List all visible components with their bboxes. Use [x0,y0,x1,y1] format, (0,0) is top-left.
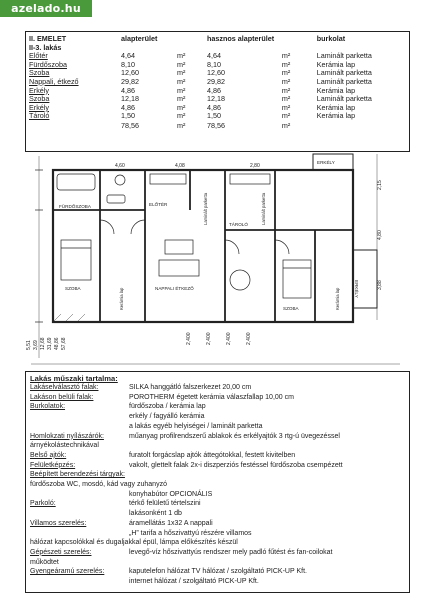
plan-dim-top-2: 2,80 [250,163,260,169]
spec-label: működtet [30,558,59,566]
plan-dim-left-2: 12,68 [40,337,46,350]
header-area: alapterület [121,34,158,43]
room-usable-unit: m² [281,111,291,121]
plan-dim-left-5: 57,68 [61,337,67,350]
room-area: 12,18 [121,94,139,104]
room-usable-area: 8,10 [207,59,221,69]
plan-dim-left-3: 31,69 [47,337,53,350]
spec-value: kaputelefon hálózat TV hálózat / szolgáltató PICK-UP Kft. [129,568,307,576]
table-header-row [29,35,407,44]
spec-label: Belső ajtók: [30,451,67,459]
spec-value: műanyag profilrendszerű ablakok és erkélyajtók 3 rtg-ú üvegezéssel [129,432,340,440]
spec-label: Homlokzati nyílászárók: [30,432,104,440]
header-usable: hasznos alapterület [207,34,275,43]
spec-value: levegő-víz hőszivattyús rendszer mely padló fűtést és fan-coilokat [129,548,333,556]
room-usable-area: 29,82 [207,76,225,86]
room-area-unit: m² [177,111,186,121]
plan-room-bedroom1: SZOBA [65,286,81,291]
plan-room-living: NAPPALI ÉTKEZŐ [155,286,194,291]
plan-dim-bottom-0: 2,400 [186,332,192,345]
room-name: Szoba [29,68,50,78]
room-usable-area: 4,64 [207,51,221,61]
specs-box [25,371,410,593]
spec-value: furatolt forgácslap ajtók áttegótokkal, festett kivitelben [129,451,296,459]
spec-value: térkő felületű tértelszini [129,500,201,508]
room-usable-unit: m² [281,76,291,86]
room-usable-unit: m² [281,59,291,69]
plan-dim-left-0: 5,51 [26,340,32,350]
area-table-box [25,31,410,152]
room-area-unit: m² [177,59,186,69]
spec-label: fürdőszoba WC, mosdó, kád vagy zuhanyzó [30,481,167,488]
room-floor-cover: Kerámia lap [316,102,356,112]
plan-floor-code-0: Kerámia lap [119,287,124,310]
spec-value: konyhabútor OPCIONÁLIS [129,490,213,498]
room-name: Fürdőszoba [29,59,67,69]
room-area: 4,86 [121,85,135,95]
spec-value: erkély / fagyálló kerámia [129,413,205,421]
plan-floor-code-1: Laminált parketta [203,192,208,225]
spec-value: vakolt, glettelt falak 2x-i diszperziós festéssel fürdőszoba csempézett [129,461,343,469]
room-floor-cover: Kerámia lap [316,85,356,95]
spec-label: Parkoló: [30,500,56,508]
spec-value: lakásonként 1 db [129,510,182,518]
room-area: 4,64 [121,51,135,61]
unit-label: II-3. lakás [29,42,62,52]
total-usable-unit: m² [281,120,291,130]
spec-value: „H” tarifa a hőszivattyú részére villamos [129,529,252,537]
plan-room-bath: FÜRDŐSZOBA [59,204,91,209]
plan-dim-left-4: 48,86 [54,337,60,350]
room-name: Erkély [29,85,49,95]
room-usable-unit: m² [281,68,291,78]
room-area-unit: m² [177,68,186,78]
room-floor-cover: Kerámia lap [316,59,356,69]
plan-room-storage: TÁROLÓ [229,222,248,227]
spec-label: Lakáson belüli falak: [30,393,94,401]
room-floor-cover: Laminált parketta [316,51,372,61]
room-area-unit: m² [177,85,186,95]
room-name: Nappali, étkező [29,76,79,86]
room-floor-cover: Laminált parketta [316,68,372,78]
total-area-unit: m² [177,120,186,130]
plan-dim-bottom-2: 2,400 [226,332,232,345]
room-usable-area: 1,50 [207,111,221,121]
spec-value: SILKA hanggátló falszerkezet 20,00 cm [129,384,252,391]
room-area-unit: m² [177,76,186,86]
room-area-unit: m² [177,102,186,112]
header-floor: II. EMELET [29,34,67,43]
spec-value: a lakás egyéb helyiségei / laminált parketta [129,422,263,430]
area-table [29,35,407,131]
spec-label: árnyékolástechnikával [30,442,99,450]
room-area: 4,86 [121,102,135,112]
spec-label: Beépített berendezési tárgyak: [30,471,125,479]
room-usable-unit: m² [281,94,291,104]
room-name: Tároló [29,111,50,121]
room-name: Erkély [29,102,49,112]
header-floor-cover: burkolat [316,34,346,43]
room-area: 1,50 [121,111,135,121]
site-logo[interactable]: azelado.hu [0,0,92,17]
room-floor-cover: Laminált parketta [316,76,372,86]
floor-plan [25,150,410,370]
plan-dim-top-0: 4,60 [115,163,125,169]
room-name: Előtér [29,51,48,61]
room-usable-unit: m² [281,102,291,112]
room-usable-area: 4,86 [207,85,221,95]
total-usable-area: 78,56 [207,120,225,130]
table-row [29,112,407,121]
plan-room-balcony2: ERKÉLY [317,160,335,165]
spec-value: POROTHERM égetett kerámia válaszfallap 10,00 cm [129,393,294,401]
total-row [29,121,407,131]
plan-dim-bottom-3: 2,400 [246,332,252,345]
plan-dim-left-1: 3,69 [33,340,39,350]
room-area-unit: m² [177,51,186,61]
specs-title: Lakás műszaki tartalma: [30,374,118,383]
plan-room-balcony1: ERKÉLY [354,280,359,298]
total-area: 78,56 [121,120,139,130]
plan-dim-right-2: 3,88 [377,280,383,290]
room-usable-area: 12,60 [207,68,225,78]
spec-label: Felületképzés: [30,461,76,469]
plan-room-bedroom2: SZOBA [283,306,299,311]
room-usable-unit: m² [281,85,291,95]
spec-label: Gépészeti szerelés: [30,548,92,556]
room-area: 8,10 [121,59,135,69]
room-name: Szoba [29,94,50,104]
room-area: 29,82 [121,76,139,86]
plan-dim-bottom-1: 2,400 [206,332,212,345]
room-floor-cover: Kerámia lap [316,111,356,121]
plan-dim-right-0: 2,15 [377,180,383,190]
plan-dim-right-1: 4,80 [377,230,383,240]
spec-label: hálózat kapcsolókkal és dugaljakkal épül, lámpa előkészítés készül [30,539,238,547]
room-usable-area: 4,86 [207,102,221,112]
room-usable-area: 12,18 [207,94,225,104]
plan-floor-code-2: Laminált parketta [261,192,266,225]
room-usable-unit: m² [281,51,291,61]
plan-dim-top-1: 4,08 [175,163,185,169]
spec-value: fürdőszoba / kerámia lap [129,403,206,411]
plan-floor-code-3: Kerámia lap [335,287,340,310]
spec-label: Gyengeáramú szerelés: [30,568,105,576]
plan-room-hall: ELŐTÉR [149,202,168,207]
spec-label: Burkolatok: [30,403,66,411]
spec-value: internet hálózat / szolgáltató PICK-UP Kft. [129,578,259,585]
room-area-unit: m² [177,94,186,104]
spec-value: áramellátás 1x32 A nappali [129,519,213,527]
room-area: 12,60 [121,68,139,78]
room-floor-cover: Laminált parketta [316,94,372,104]
spec-label: Villamos szerelés: [30,519,87,527]
spec-label: Lakáselválasztó falak: [30,384,99,391]
